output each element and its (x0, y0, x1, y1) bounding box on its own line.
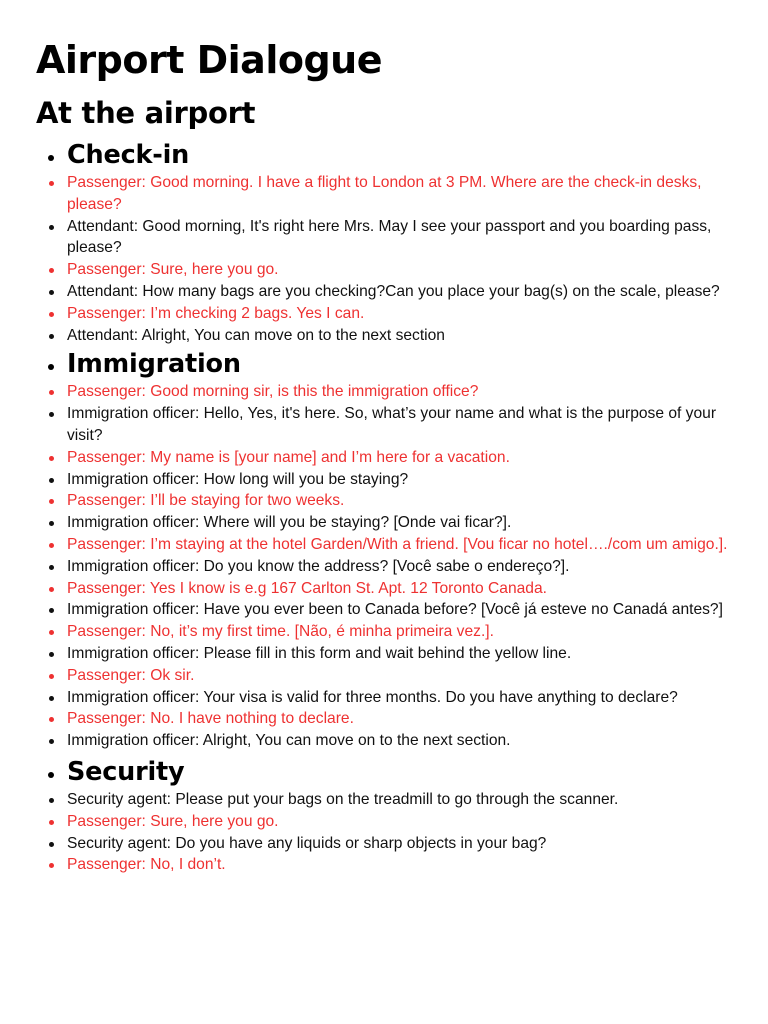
dialogue-line-passenger: Passenger: No, I don’t. (36, 854, 732, 876)
dialogue-line-security-agent: Security agent: Do you have any liquids or sharp objects in your bag? (36, 833, 732, 855)
dialogue-line-security-agent: Security agent: Please put your bags on the treadmill to go through the scanner. (36, 789, 732, 811)
dialogue-list-immigration (36, 381, 732, 752)
dialogue-line-passenger: Passenger: I’m checking 2 bags. Yes I can. (36, 303, 732, 325)
dialogue-line-immigration-officer: Immigration officer: Do you know the address? [Você sabe o endereço?]. (36, 556, 732, 578)
dialogue-line-immigration-officer: Immigration officer: Where will you be staying? [Onde vai ficar?]. (36, 512, 732, 534)
dialogue-line-passenger: Passenger: Sure, here you go. (36, 259, 732, 281)
page-subtitle: At the airport (36, 96, 256, 130)
dialogue-line-passenger: Passenger: I’m staying at the hotel Garden/With a friend. [Vou ficar no hotel…./com um amigo.]. (36, 534, 732, 556)
dialogue-line-immigration-officer: Immigration officer: Please fill in this form and wait behind the yellow line. (36, 643, 732, 665)
dialogue-line-passenger: Passenger: I’ll be staying for two weeks. (36, 490, 732, 512)
dialogue-line-passenger: Passenger: Good morning sir, is this the immigration office? (36, 381, 732, 403)
dialogue-list-security (36, 789, 732, 876)
section-heading-immigration: Immigration (36, 348, 732, 381)
dialogue-line-passenger: Passenger: Sure, here you go. (36, 811, 732, 833)
dialogue-line-immigration-officer: Immigration officer: Have you ever been to Canada before? [Você já esteve no Canadá antes?] (36, 599, 732, 621)
dialogue-line-attendant: Attendant: Alright, You can move on to the next section (36, 325, 732, 347)
dialogue-line-immigration-officer: Immigration officer: Alright, You can move on to the next section. (36, 730, 732, 752)
dialogue-line-passenger: Passenger: No, it’s my first time. [Não, é minha primeira vez.]. (36, 621, 732, 643)
dialogue-line-attendant: Attendant: Good morning, It's right here Mrs. May I see your passport and you boarding pass, please? (36, 216, 732, 260)
section-heading-check-in: Check-in (36, 139, 732, 172)
section-immigration (36, 348, 732, 752)
dialogue-list-check-in (36, 172, 732, 346)
dialogue-line-passenger: Passenger: Yes I know is e.g 167 Carlton St. Apt. 12 Toronto Canada. (36, 578, 732, 600)
section-heading-security: Security (36, 756, 732, 789)
dialogue-line-attendant: Attendant: How many bags are you checking?Can you place your bag(s) on the scale, please? (36, 281, 732, 303)
dialogue-line-passenger: Passenger: My name is [your name] and I’m here for a vacation. (36, 447, 732, 469)
section-security (36, 756, 732, 876)
dialogue-line-passenger: Passenger: No. I have nothing to declare. (36, 708, 732, 730)
dialogue-line-passenger: Passenger: Ok sir. (36, 665, 732, 687)
dialogue-line-immigration-officer: Immigration officer: Hello, Yes, it's here. So, what’s your name and what is the purpose of your visit? (36, 403, 732, 447)
dialogue-line-immigration-officer: Immigration officer: How long will you be staying? (36, 469, 732, 491)
page-title: Airport Dialogue (36, 38, 382, 82)
dialogue-line-immigration-officer: Immigration officer: Your visa is valid for three months. Do you have anything to declare? (36, 687, 732, 709)
dialogue-line-passenger: Passenger: Good morning. I have a flight to London at 3 PM. Where are the check-in desks, please? (36, 172, 732, 216)
section-check-in (36, 139, 732, 346)
dialogue-sections (36, 139, 732, 876)
